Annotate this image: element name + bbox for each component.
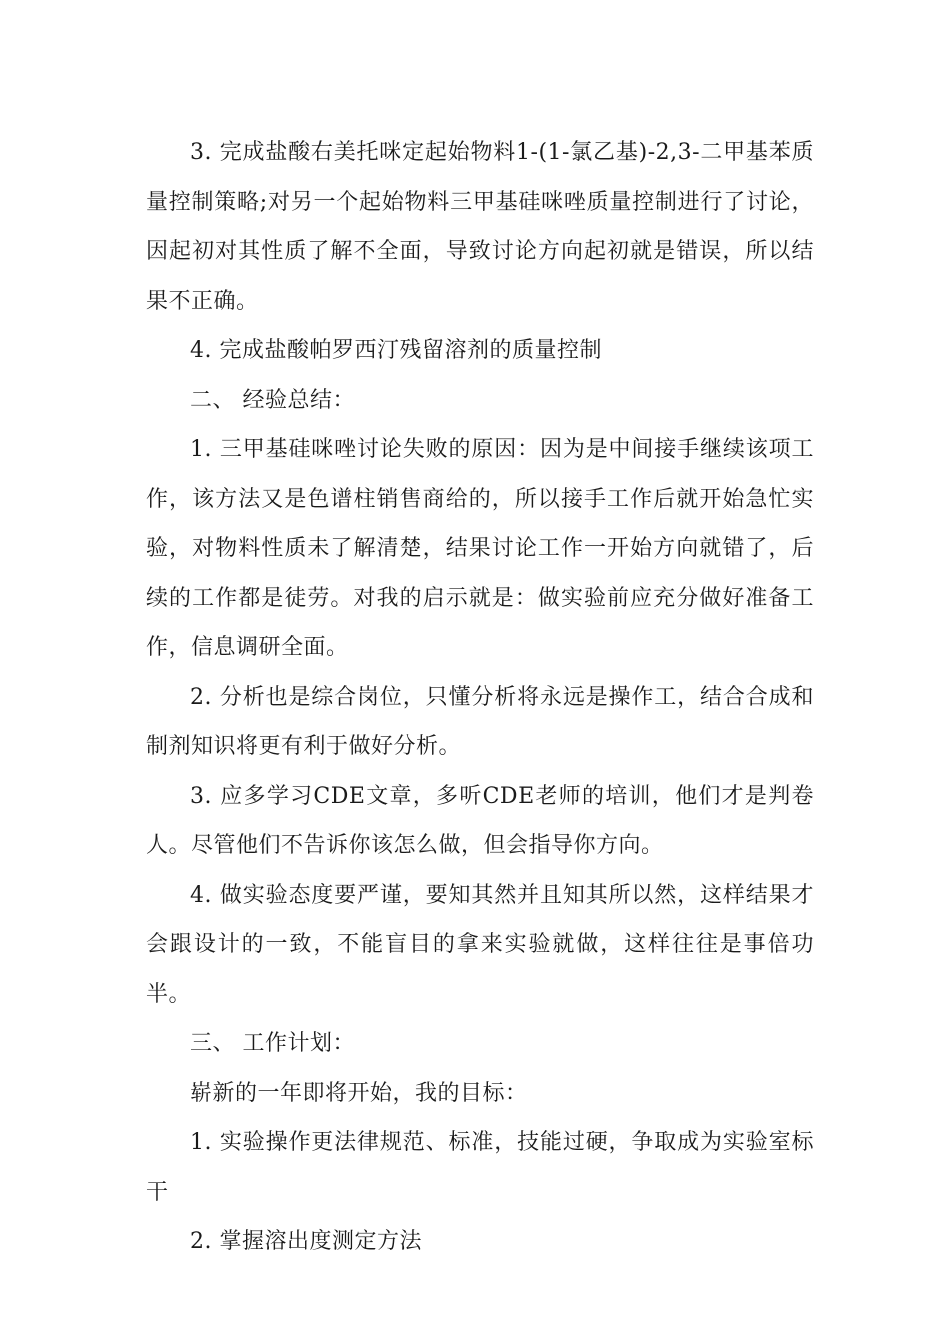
paragraph-item-3: 3. 完成盐酸右美托咪定起始物料1-(1-氯乙基)-2,3-二甲基苯质量控制策略;对另一个起始物料三甲基硅咪唑质量控制进行了讨论，因起初对其性质了解不全面，导致讨论方向起初就是错误，所以结果不正确。 (146, 140, 814, 314)
paragraph-plan-1: 1. 实验操作更法律规范、标准，技能过硬，争取成为实验室标干 (146, 1130, 814, 1205)
section-heading-work-plan: 三、 工作计划： (190, 1031, 355, 1056)
paragraph-plan-2: 2. 掌握溶出度测定方法 (190, 1229, 422, 1254)
paragraph-experience-2: 2. 分析也是综合岗位，只懂分析将永远是操作工，结合合成和制剂知识将更有利于做好分析。 (146, 684, 814, 759)
paragraph-item-4: 4. 完成盐酸帕罗西汀残留溶剂的质量控制 (190, 338, 602, 363)
paragraph-experience-1: 1. 三甲基硅咪唑讨论失败的原因：因为是中间接手继续该项工作，该方法又是色谱柱销售商给的，所以接手工作后就开始急忙实验，对物料性质未了解清楚，结果讨论工作一开始方向就错了，后续的工作都是徒劳。对我的启示就是：做实验前应充分做好准备工作，信息调研全面。 (146, 437, 814, 660)
section-heading-experience: 二、 经验总结： (190, 387, 355, 413)
paragraph-experience-4: 4. 做实验态度要严谨，要知其然并且知其所以然，这样结果才会跟设计的一致，不能盲目的拿来实验就做，这样往往是事倍功半。 (146, 882, 814, 1007)
document-body (146, 128, 814, 1267)
paragraph-experience-3: 3. 应多学习CDE文章，多听CDE老师的培训，他们才是判卷人。尽管他们不告诉你该怎么做，但会指导你方向。 (146, 783, 814, 858)
paragraph-plan-intro: 崭新的一年即将开始，我的目标： (190, 1080, 528, 1106)
